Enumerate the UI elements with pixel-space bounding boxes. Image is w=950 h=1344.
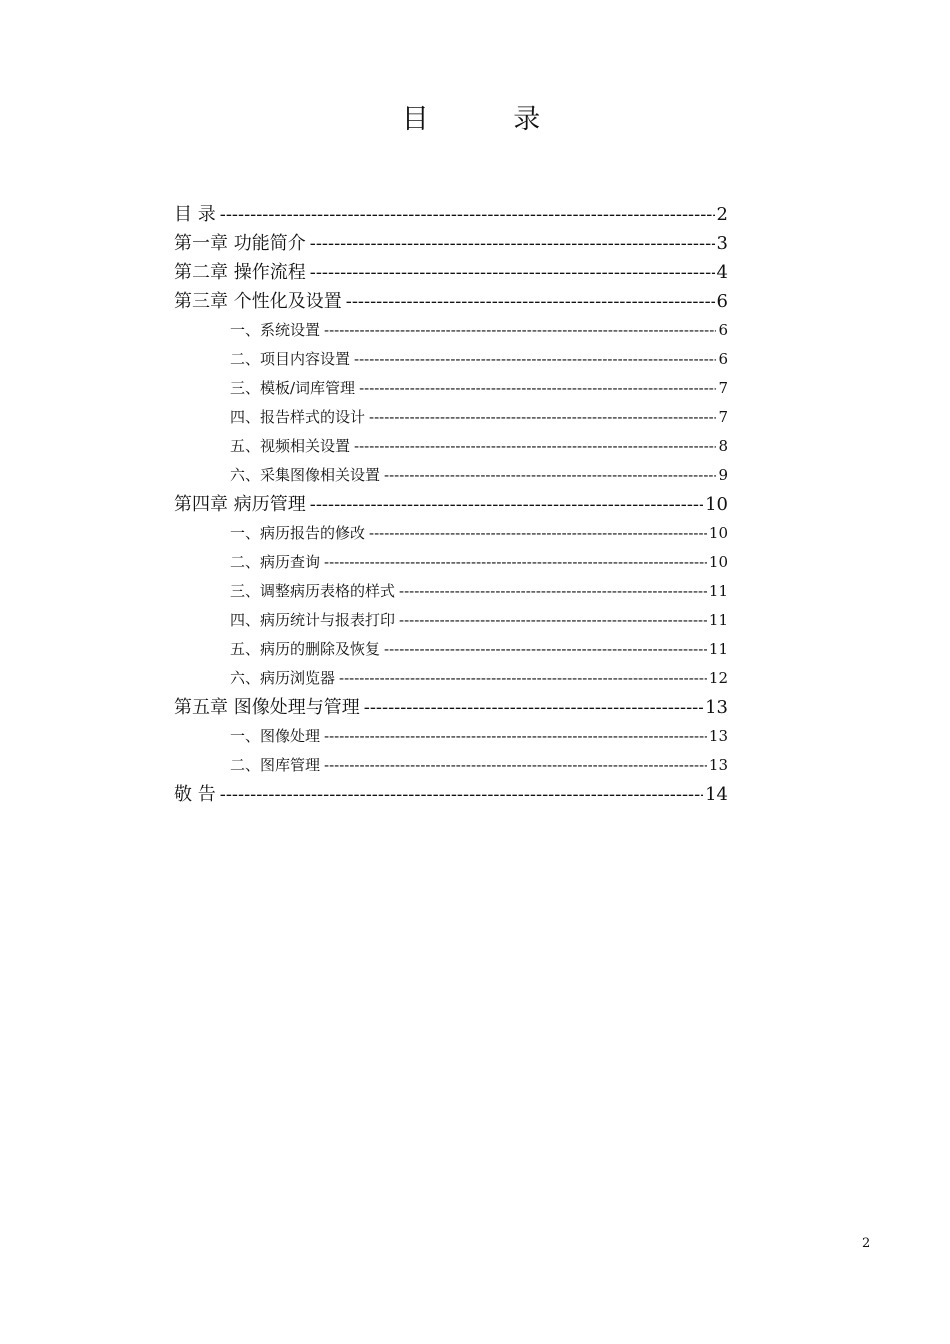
toc-leader-dashes — [220, 200, 715, 229]
toc-entry-page: 13 — [708, 756, 728, 774]
toc-section-entry[interactable] — [174, 374, 728, 403]
toc-entry-label: 一、图像处理 — [230, 727, 321, 745]
toc-chapter-entry[interactable] — [174, 780, 728, 809]
toc-section-entry[interactable] — [174, 519, 728, 548]
page-title: 目 录 — [401, 104, 579, 135]
toc-entry-label: 五、视频相关设置 — [230, 437, 351, 455]
toc-chapter-entry[interactable] — [174, 693, 728, 722]
toc-entry-page: 10 — [708, 524, 728, 542]
toc-leader-dashes — [354, 432, 716, 461]
toc-entry-page: 9 — [718, 466, 728, 484]
toc-entry-label: 二、病历查询 — [230, 553, 321, 571]
toc-entry-label: 一、系统设置 — [230, 321, 321, 339]
toc-leader-dashes — [324, 548, 707, 577]
toc-leader-dashes — [220, 780, 703, 809]
toc-entry-label: 六、采集图像相关设置 — [230, 466, 381, 484]
toc-entry-label: 一、病历报告的修改 — [230, 524, 366, 542]
page-number: 2 — [862, 1236, 871, 1251]
toc-entry-page: 11 — [708, 611, 728, 629]
toc-entry-label: 敬 告 — [174, 784, 216, 805]
toc-leader-dashes — [339, 664, 707, 693]
toc-entry-label: 二、图库管理 — [230, 756, 321, 774]
toc-entry-label: 第五章 图像处理与管理 — [174, 697, 360, 718]
toc-section-entry[interactable] — [174, 635, 728, 664]
toc-entry-page: 6 — [716, 291, 728, 312]
toc-entry-page: 6 — [718, 321, 728, 339]
toc-entry-label: 第四章 病历管理 — [174, 494, 306, 515]
toc-entry-page: 3 — [716, 233, 728, 254]
toc-entry-page: 10 — [708, 553, 728, 571]
toc-chapter-entry[interactable] — [174, 229, 728, 258]
toc-entry-label: 三、模板/词库管理 — [230, 379, 356, 397]
toc-entry-label: 四、报告样式的设计 — [230, 408, 366, 426]
toc-entry-page: 2 — [716, 204, 728, 225]
toc-entry-label: 四、病历统计与报表打印 — [230, 611, 396, 629]
toc-section-entry[interactable] — [174, 461, 728, 490]
toc-entry-page: 6 — [718, 350, 728, 368]
toc-section-entry[interactable] — [174, 432, 728, 461]
toc-leader-dashes — [310, 490, 703, 519]
toc-leader-dashes — [354, 345, 716, 374]
toc-entry-page: 13 — [705, 697, 728, 718]
toc-entry-page: 11 — [708, 582, 728, 600]
toc-leader-dashes — [324, 722, 707, 751]
toc-leader-dashes — [346, 287, 715, 316]
table-of-contents — [174, 200, 728, 809]
toc-leader-dashes — [369, 519, 707, 548]
toc-entry-label: 六、病历浏览器 — [230, 669, 336, 687]
toc-leader-dashes — [324, 316, 716, 345]
toc-entry-label: 第三章 个性化及设置 — [174, 291, 342, 312]
toc-entry-page: 11 — [708, 640, 728, 658]
toc-entry-label: 二、项目内容设置 — [230, 350, 351, 368]
toc-leader-dashes — [310, 229, 715, 258]
toc-section-entry[interactable] — [174, 577, 728, 606]
toc-chapter-entry[interactable] — [174, 200, 728, 229]
toc-section-entry[interactable] — [174, 345, 728, 374]
toc-chapter-entry[interactable] — [174, 490, 728, 519]
toc-leader-dashes — [310, 258, 715, 287]
toc-section-entry[interactable] — [174, 751, 728, 780]
toc-section-entry[interactable] — [174, 722, 728, 751]
toc-entry-page: 13 — [708, 727, 728, 745]
toc-chapter-entry[interactable] — [174, 287, 728, 316]
toc-leader-dashes — [364, 693, 703, 722]
toc-entry-page: 10 — [705, 494, 728, 515]
toc-entry-page: 8 — [718, 437, 728, 455]
toc-section-entry[interactable] — [174, 548, 728, 577]
toc-leader-dashes — [399, 577, 707, 606]
toc-leader-dashes — [384, 635, 707, 664]
toc-entry-page: 4 — [716, 262, 728, 283]
toc-leader-dashes — [324, 751, 707, 780]
toc-section-entry[interactable] — [174, 316, 728, 345]
toc-entry-label: 第一章 功能简介 — [174, 233, 306, 254]
toc-section-entry[interactable] — [174, 664, 728, 693]
toc-entry-label: 目 录 — [174, 204, 216, 225]
toc-entry-page: 14 — [705, 784, 728, 805]
toc-entry-label: 第二章 操作流程 — [174, 262, 306, 283]
toc-leader-dashes — [359, 374, 716, 403]
toc-entry-label: 三、调整病历表格的样式 — [230, 582, 396, 600]
toc-leader-dashes — [384, 461, 716, 490]
toc-entry-label: 五、病历的删除及恢复 — [230, 640, 381, 658]
toc-entry-page: 12 — [708, 669, 728, 687]
toc-section-entry[interactable] — [174, 403, 728, 432]
toc-leader-dashes — [399, 606, 707, 635]
toc-leader-dashes — [369, 403, 716, 432]
toc-chapter-entry[interactable] — [174, 258, 728, 287]
toc-entry-page: 7 — [718, 408, 728, 426]
toc-section-entry[interactable] — [174, 606, 728, 635]
toc-entry-page: 7 — [718, 379, 728, 397]
